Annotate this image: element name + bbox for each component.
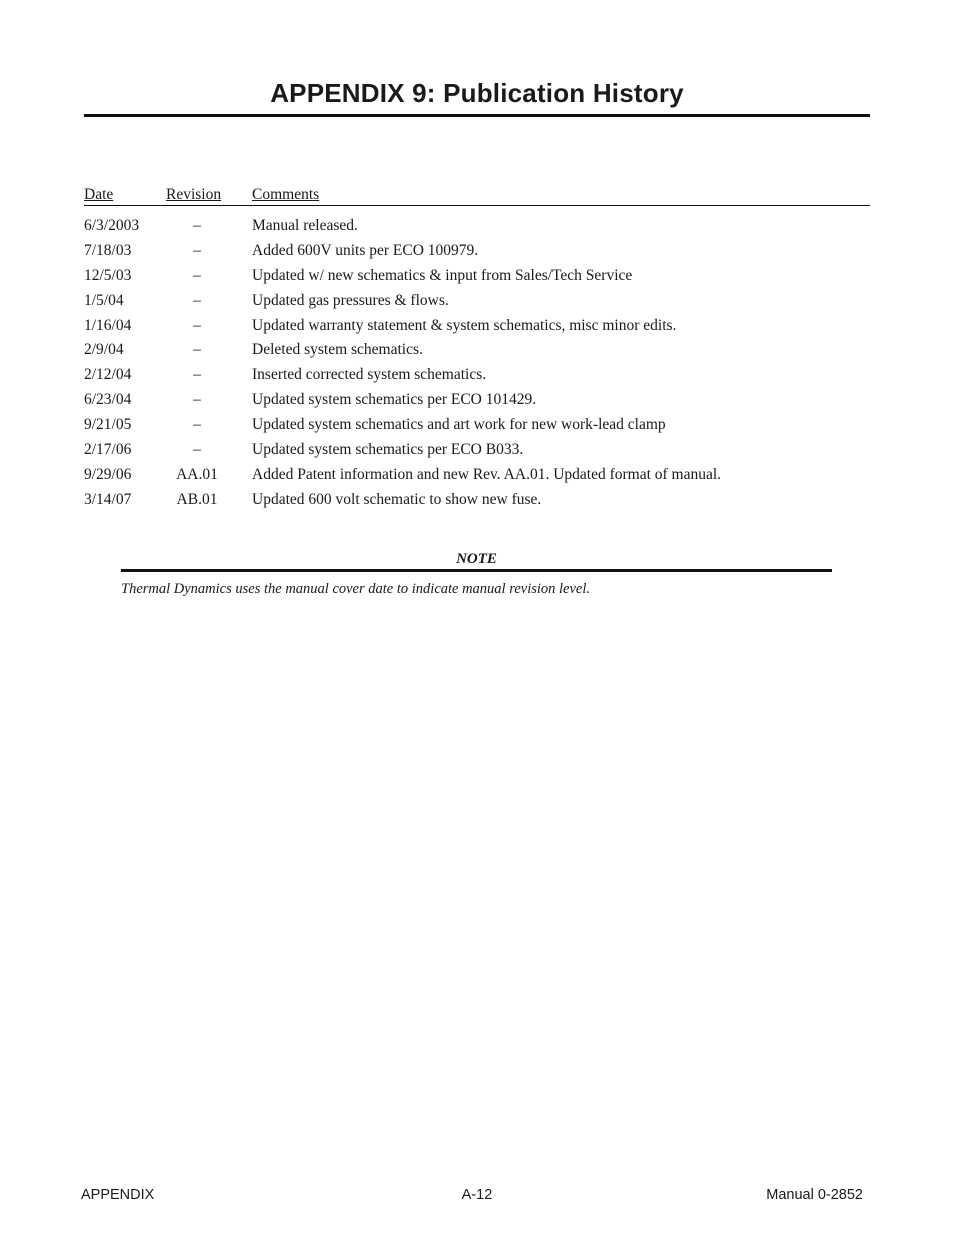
table-header bbox=[84, 184, 870, 206]
cell-revision: – bbox=[193, 366, 201, 384]
table-row bbox=[84, 289, 870, 314]
note-heading: NOTE bbox=[456, 551, 497, 567]
cell-date: 2/12/04 bbox=[84, 366, 132, 384]
publication-history-table bbox=[84, 184, 870, 513]
cell-comments: Inserted corrected system schematics. bbox=[252, 366, 487, 384]
cell-date: 1/5/04 bbox=[84, 291, 124, 309]
cell-comments: Updated 600 volt schematic to show new fuse. bbox=[252, 490, 542, 508]
footer-section: APPENDIX bbox=[81, 1187, 155, 1203]
footer-manual-number: Manual 0-2852 bbox=[766, 1187, 863, 1203]
cell-revision: – bbox=[193, 316, 201, 334]
cell-comments: Added 600V units per ECO 100979. bbox=[252, 241, 479, 259]
table-row bbox=[84, 463, 870, 488]
page-title: APPENDIX 9: Publication History bbox=[270, 78, 684, 108]
table-row bbox=[84, 488, 870, 513]
cell-comments: Deleted system schematics. bbox=[252, 341, 423, 359]
footer-page-number: A-12 bbox=[461, 1187, 493, 1203]
cell-date: 12/5/03 bbox=[84, 266, 132, 284]
table-row bbox=[84, 413, 870, 438]
cell-revision: AB.01 bbox=[176, 490, 218, 508]
cell-revision: AA.01 bbox=[176, 465, 218, 483]
cell-revision: – bbox=[193, 391, 201, 409]
cell-comments: Updated gas pressures & flows. bbox=[252, 291, 449, 309]
note-text: Thermal Dynamics uses the manual cover date to indicate manual revision level. bbox=[121, 581, 591, 597]
cell-date: 9/29/06 bbox=[84, 465, 132, 483]
cell-comments: Updated warranty statement & system schematics, misc minor edits. bbox=[252, 316, 677, 334]
table-row bbox=[84, 264, 870, 289]
cell-date: 7/18/03 bbox=[84, 241, 132, 259]
header-comments: Comments bbox=[252, 186, 320, 203]
header-date: Date bbox=[84, 186, 114, 203]
table-row bbox=[84, 214, 870, 239]
table-row bbox=[84, 363, 870, 388]
cell-date: 2/9/04 bbox=[84, 341, 124, 359]
cell-comments: Updated system schematics per ECO 101429. bbox=[252, 391, 537, 409]
title-rule bbox=[84, 114, 870, 117]
note-rule bbox=[121, 569, 832, 572]
table-row bbox=[84, 388, 870, 413]
cell-revision: – bbox=[193, 341, 201, 359]
cell-revision: – bbox=[193, 241, 201, 259]
cell-comments: Updated w/ new schematics & input from Sales/Tech Service bbox=[252, 266, 633, 284]
cell-revision: – bbox=[193, 217, 201, 234]
cell-revision: – bbox=[193, 441, 201, 459]
cell-revision: – bbox=[193, 266, 201, 284]
cell-comments: Updated system schematics per ECO B033. bbox=[252, 441, 524, 459]
cell-revision: – bbox=[193, 416, 201, 434]
cell-date: 3/14/07 bbox=[84, 490, 132, 508]
table-body bbox=[84, 206, 870, 513]
cell-comments: Manual released. bbox=[252, 217, 358, 234]
cell-date: 6/3/2003 bbox=[84, 217, 140, 234]
cell-date: 2/17/06 bbox=[84, 441, 132, 459]
cell-date: 1/16/04 bbox=[84, 316, 132, 334]
header-revision: Revision bbox=[166, 186, 222, 203]
cell-comments: Updated system schematics and art work for new work-lead clamp bbox=[252, 416, 666, 434]
cell-date: 6/23/04 bbox=[84, 391, 132, 409]
table-row bbox=[84, 239, 870, 264]
cell-date: 9/21/05 bbox=[84, 416, 132, 434]
cell-comments: Added Patent information and new Rev. AA.01. Updated format of manual. bbox=[252, 465, 722, 483]
cell-revision: – bbox=[193, 291, 201, 309]
table-row bbox=[84, 438, 870, 463]
table-row bbox=[84, 338, 870, 363]
table-row bbox=[84, 314, 870, 339]
